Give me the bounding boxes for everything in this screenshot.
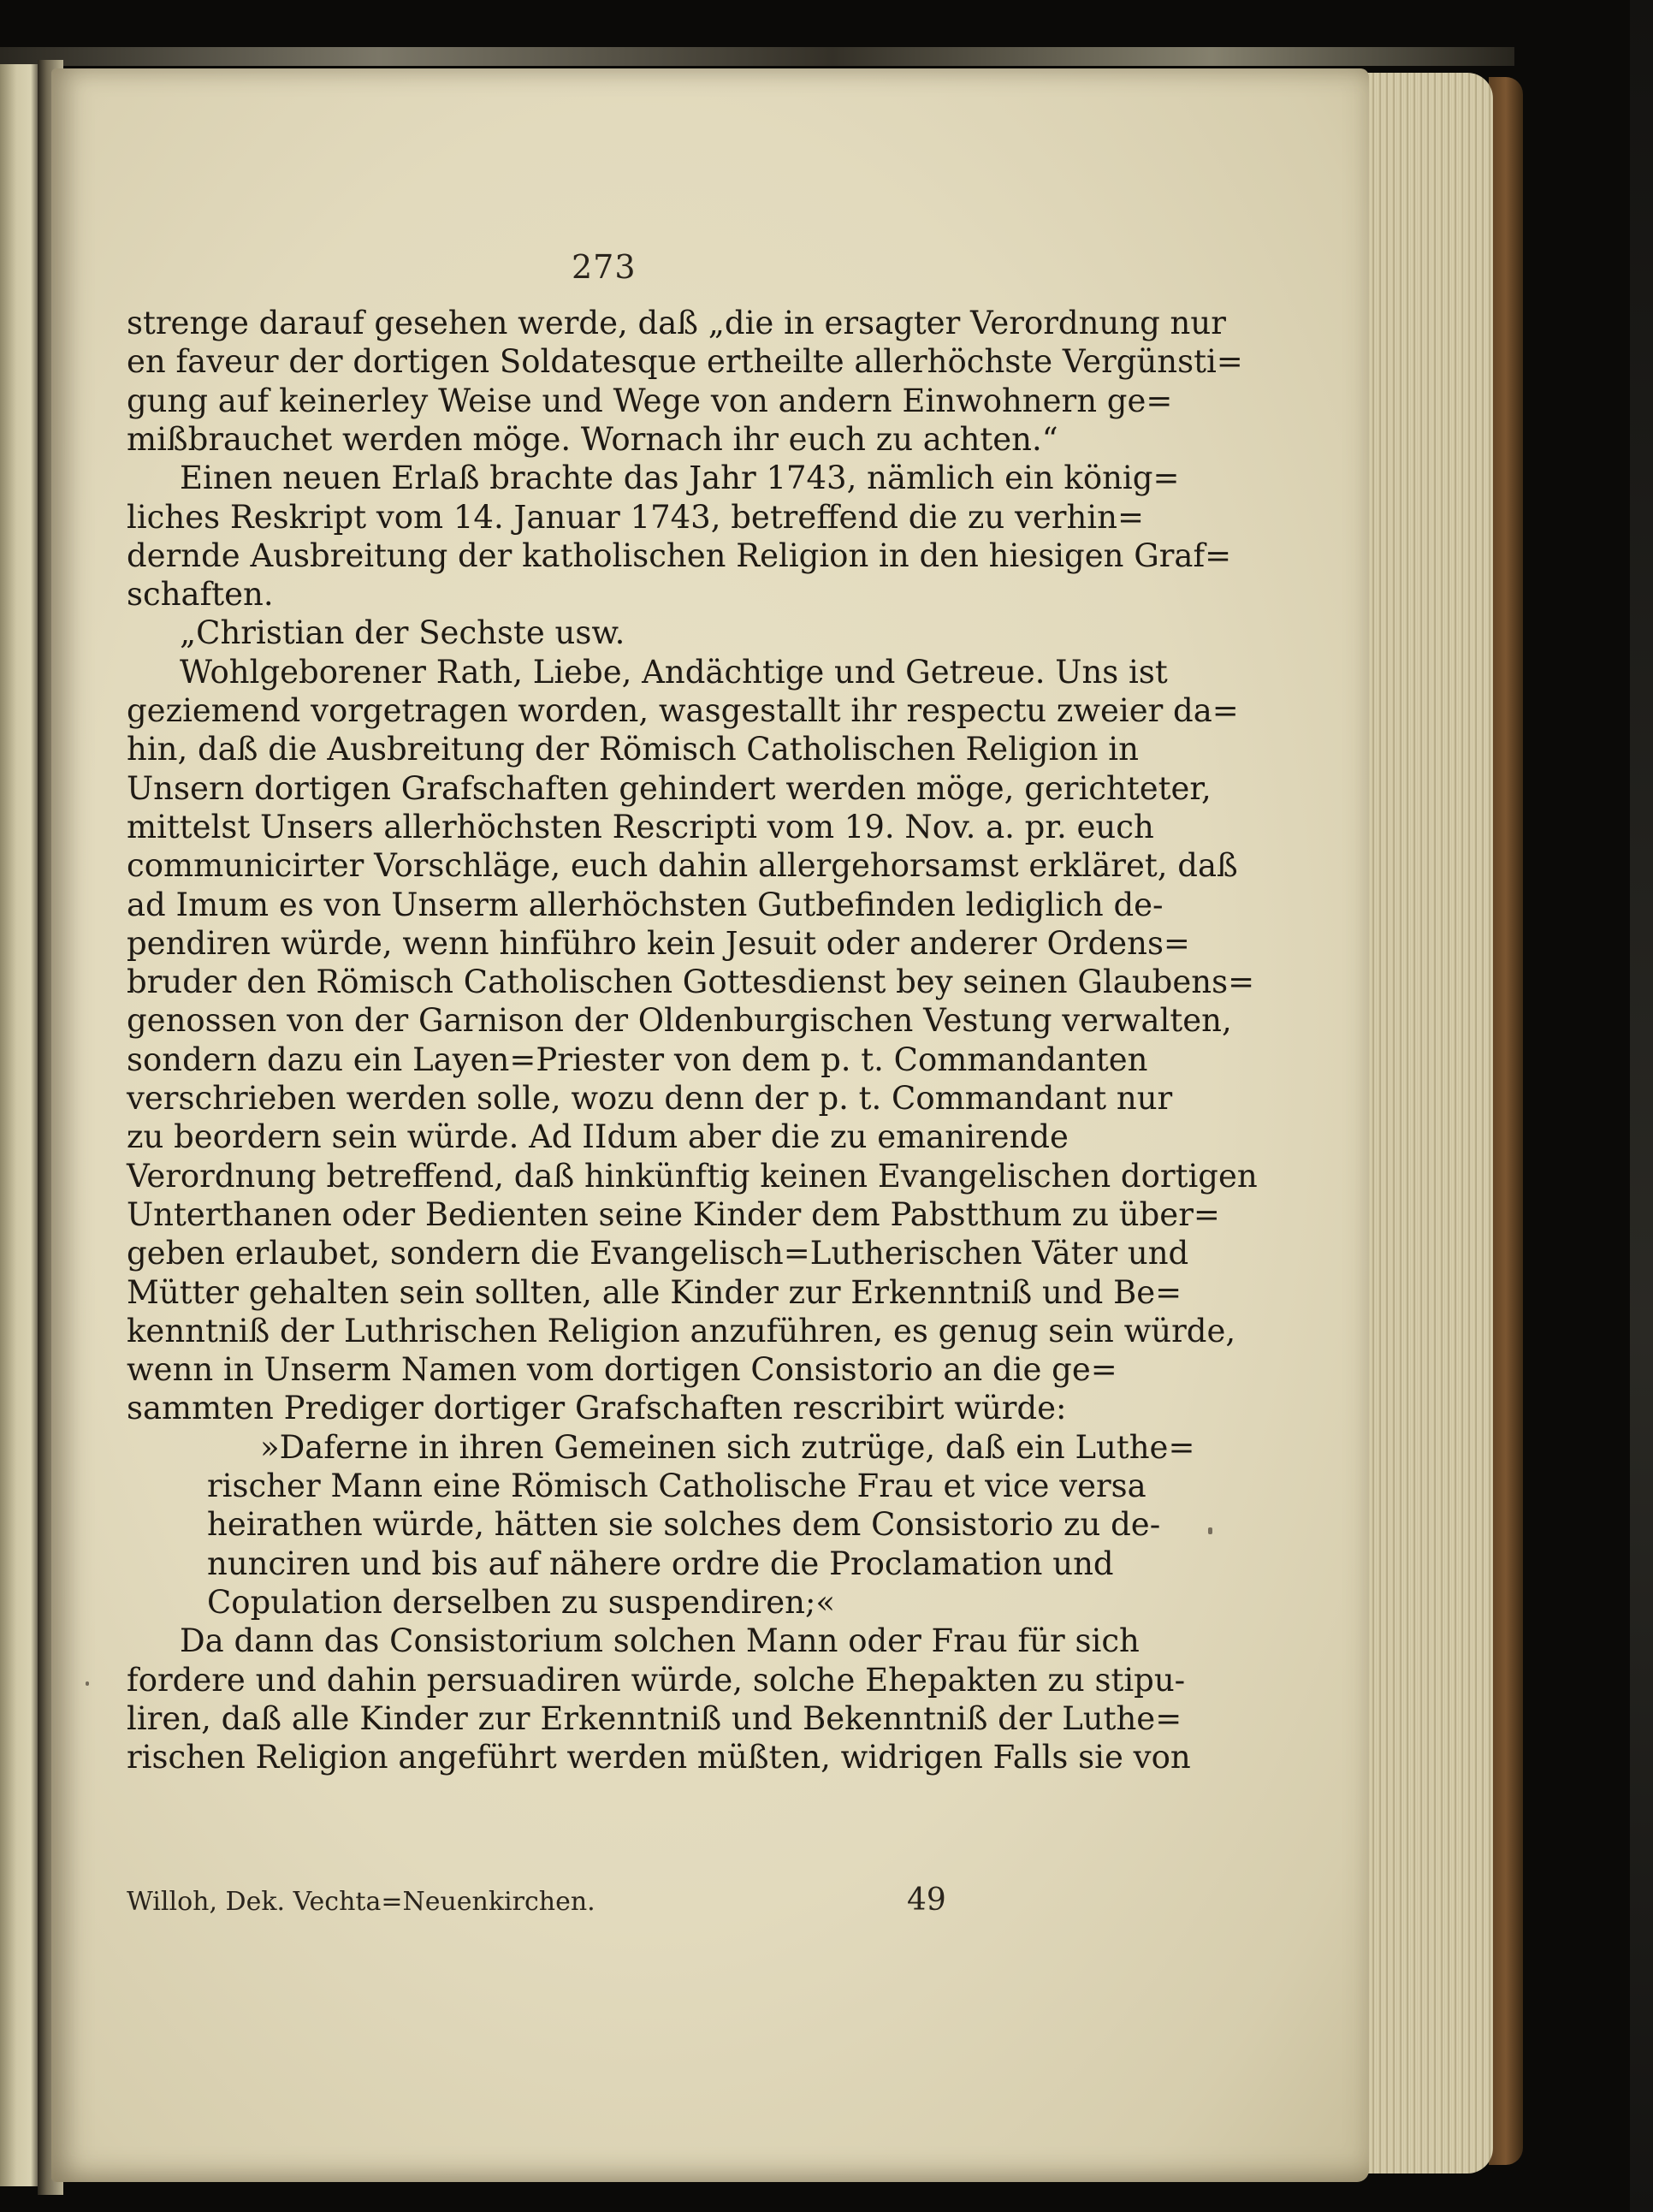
text-line: wenn in Unserm Namen vom dortigen Consistorio an die ge= (127, 1351, 1117, 1389)
text-line: verschrieben werden solle, wozu denn der p. t. Commandant nur (127, 1080, 1173, 1117)
text-line: Unterthanen oder Bedienten seine Kinder dem Pabstthum zu über= (127, 1195, 1220, 1233)
quoted-text-line: Copulation derselben zu suspendiren;« (207, 1583, 836, 1621)
paper-speck (1208, 1527, 1212, 1534)
quoted-text-line: rischer Mann eine Römisch Catholische Frau et vice versa (207, 1468, 1146, 1504)
text-line: Mütter gehalten sein sollten, alle Kinder zur Erkenntniß und Be= (127, 1273, 1182, 1311)
text-line: rischen Religion angeführt werden müßten, widrigen Falls sie von (127, 1739, 1191, 1776)
text-line: mißbrauchet werden möge. Wornach ihr euch zu achten.“ (127, 420, 1058, 458)
text-line: geziemend vorgetragen worden, wasgestallt ihr respectu zweier da= (127, 692, 1239, 729)
text-line: gung auf keinerley Weise und Wege von andern Einwohnern ge= (127, 382, 1173, 419)
text-line: Wohlgeborener Rath, Liebe, Andächtige und Getreue. Uns ist (180, 653, 1168, 691)
text-line: genossen von der Garnison der Oldenburgischen Vestung verwalten, (127, 1002, 1232, 1040)
text-line: en faveur der dortigen Soldatesque ertheilte allerhöchste Vergünsti= (127, 343, 1243, 381)
footer-sheet-number: 49 (907, 1883, 946, 1918)
quoted-text-line: nunciren und bis auf nähere ordre die Proclamation und (207, 1545, 1114, 1582)
text-line: geben erlaubet, sondern die Evangelisch=Lutherischen Väter und (127, 1235, 1189, 1272)
text-line: schaften. (127, 576, 274, 614)
text-line: dernde Ausbreitung der katholischen Religion in den hiesigen Graf= (127, 537, 1232, 574)
paper-speck (86, 1681, 89, 1686)
text-line: mittelst Unsers allerhöchsten Rescripti vom 19. Nov. a. pr. euch (127, 808, 1154, 845)
text-line: sammten Prediger dortiger Grafschaften rescribirt würde: (127, 1390, 1067, 1427)
text-line: Einen neuen Erlaß brachte das Jahr 1743, nämlich ein könig= (180, 460, 1180, 497)
text-line: pendiren würde, wenn hinführo kein Jesuit oder anderer Ordens= (127, 924, 1190, 962)
page-number: 273 (572, 248, 637, 286)
text-line: ad Imum es von Unserm allerhöchsten Gutbefinden lediglich de- (127, 886, 1164, 923)
quoted-text-line: »Daferne in ihren Gemeinen sich zutrüge, daß ein Luthe= (260, 1428, 1195, 1466)
text-line: Verordnung betreffend, daß hinkünftig keinen Evangelischen dortigen (127, 1157, 1258, 1195)
text-line: liches Reskript vom 14. Januar 1743, betreffend die zu verhin= (127, 498, 1144, 536)
text-line: communicirter Vorschläge, euch dahin allergehorsamst erkläret, daß (127, 847, 1238, 885)
text-line: kenntniß der Luthrischen Religion anzuführen, es genug sein würde, (127, 1312, 1236, 1349)
text-line: sondern dazu ein Layen=Priester von dem p. t. Commandanten (127, 1041, 1148, 1078)
text-line: fordere und dahin persuadiren würde, solche Ehepakten zu stipu- (127, 1661, 1186, 1699)
text-line: bruder den Römisch Catholischen Gottesdienst bey seinen Glaubens= (127, 964, 1255, 1001)
footer-signature: Willoh, Dek. Vechta=Neuenkirchen. (127, 1887, 595, 1917)
text-line: Unsern dortigen Grafschaften gehindert werden möge, gerichteter, (127, 769, 1212, 807)
text-line: „Christian der Sechste usw. (180, 614, 625, 652)
text-line: liren, daß alle Kinder zur Erkenntniß und Bekenntniß der Luthe= (127, 1699, 1182, 1737)
text-line: Da dann das Consistorium solchen Mann oder Frau für sich (180, 1622, 1140, 1660)
text-line: strenge darauf gesehen werde, daß „die in ersagter Verordnung nur (127, 305, 1226, 341)
quoted-text-line: heirathen würde, hätten sie solches dem Consistorio zu de- (207, 1506, 1161, 1544)
text-line: zu beordern sein würde. Ad IIdum aber die zu emanirende (127, 1118, 1069, 1156)
text-line: hin, daß die Ausbreitung der Römisch Catholischen Religion in (127, 731, 1139, 768)
